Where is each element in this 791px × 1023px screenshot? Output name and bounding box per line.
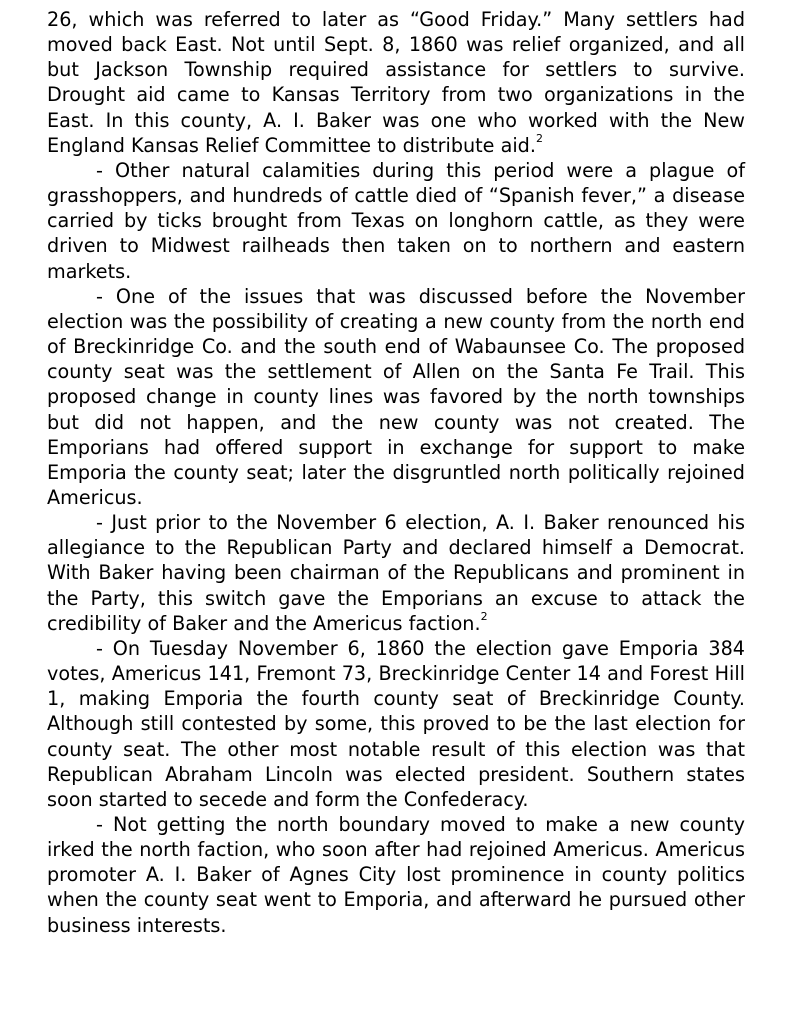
paragraph-north-boundary	[47, 812, 745, 938]
paragraph-text: 26, which was referred to later as “Good Friday.” Many settlers had moved back East. Not until Sept. 8, 1860 was relief organized, and all but Jackson Township required assistance for settlers to survive. Drought aid came to Kansas Territory from two organizations in the East. In this county, A. I. Baker was one who worked with the New England Kansas Relief Committee to distribute aid.	[47, 8, 745, 157]
paragraph-text: - On Tuesday November 6, 1860 the election gave Emporia 384 votes, Americus 141, Fremont 73, Breckinridge Center 14 and Forest Hill 1, making Emporia the fourth county seat of Breckinridge County. Although still contested by some, this proved to be the last election for county seat. The other most notable result of this election was that Republican Abraham Lincoln was elected president. Southern states soon started to secede and form the Confederacy.	[47, 636, 745, 811]
paragraph-text: - One of the issues that was discussed before the November election was the possibility of creating a new county from the north end of Breckinridge Co. and the south end of Wabaunsee Co. The proposed county seat was the settlement of Allen on the Santa Fe Trail. This proposed change in county lines was favored by the north townships but did not happen, and the new county was not created. The Emporians had offered support in exchange for support to make Emporia the county seat; later the disgruntled north politically rejoined Americus.	[47, 284, 745, 509]
paragraph-baker-renounced	[47, 510, 745, 636]
paragraph-text: - Other natural calamities during this period were a plague of grasshoppers, and hundreds of cattle died of “Spanish fever,” a disease carried by ticks brought from Texas on longhorn cattle, as they were driven to Midwest railheads then taken on to northern and eastern markets.	[47, 158, 745, 283]
paragraph-continuation	[47, 7, 745, 158]
footnote-marker: 2	[535, 132, 543, 146]
paragraph-natural-calamities	[47, 158, 745, 284]
paragraph-text: - Just prior to the November 6 election, A. I. Baker renounced his allegiance to the Republican Party and declared himself a Democrat. With Baker having been chairman of the Republicans and prominent in the Party, this switch gave the Emporians an excuse to attack the credibility of Baker and the Americus faction.	[47, 511, 745, 635]
paragraph-new-county-issue	[47, 284, 745, 510]
paragraph-election-results	[47, 636, 745, 812]
paragraph-text: - Not getting the north boundary moved to make a new county irked the north faction, who soon after had rejoined Americus. Americus promoter A. I. Baker of Agnes City lost prominence in county politics when the county seat went to Emporia, and afterward he pursued other business interests.	[47, 813, 745, 937]
footnote-marker: 2	[480, 610, 488, 624]
document-page	[47, 7, 745, 938]
